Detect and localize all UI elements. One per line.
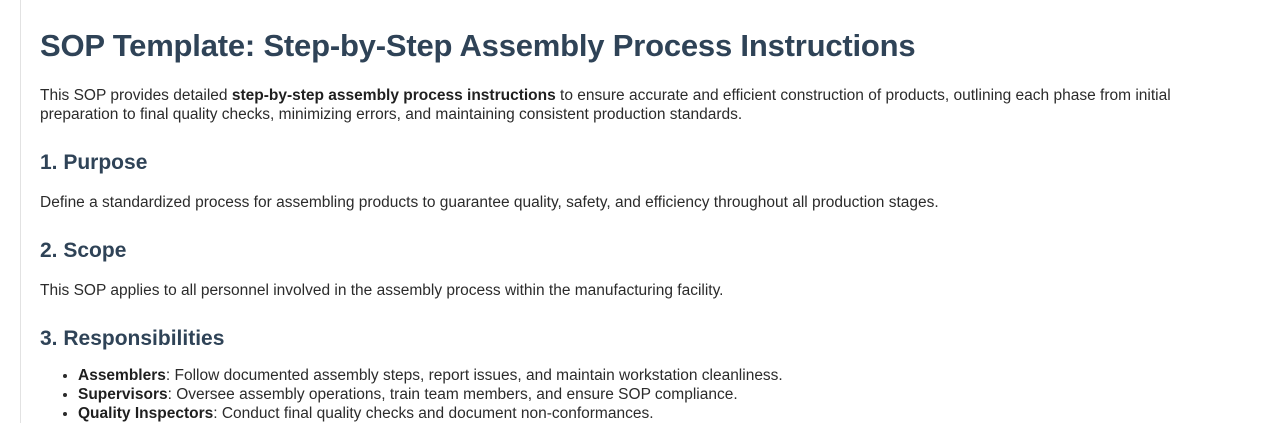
page-title: SOP Template: Step-by-Step Assembly Process Instructions [40, 28, 916, 63]
section-heading-scope: 2. Scope [40, 239, 127, 262]
list-item-text: : Conduct final quality checks and document non-conformances. [213, 405, 654, 422]
list-item-text: : Oversee assembly operations, train team members, and ensure SOP compliance. [167, 386, 738, 403]
list-item-text: : Follow documented assembly steps, report issues, and maintain workstation cleanliness. [165, 367, 783, 384]
list-item [78, 385, 1223, 404]
list-item-role: Quality Inspectors [78, 405, 214, 422]
section-heading-purpose: 1. Purpose [40, 151, 148, 174]
page-left-margin-rule [20, 0, 21, 423]
section-heading-responsibilities: 3. Responsibilities [40, 327, 225, 350]
section-body-purpose: Define a standardized process for assembling products to guarantee quality, safety, and efficiency throughout all production stages. [40, 194, 939, 211]
list-item [78, 366, 1223, 385]
responsibilities-list [40, 366, 1223, 423]
intro-text-after: to ensure accurate and efficient construction of products, outlining each phase from initial preparation to final quality checks, minimizing errors, and maintaining consistent production standards. [40, 87, 1171, 123]
section-body-scope: This SOP applies to all personnel involved in the assembly process within the manufacturing facility. [40, 282, 724, 299]
list-item [78, 404, 1223, 423]
list-item-role: Assemblers [78, 367, 166, 384]
intro-text-before: This SOP provides detailed [40, 87, 232, 104]
intro-paragraph [40, 86, 1220, 124]
intro-text-emphasis: step-by-step assembly process instructions [231, 87, 556, 104]
list-item-role: Supervisors [78, 386, 168, 403]
